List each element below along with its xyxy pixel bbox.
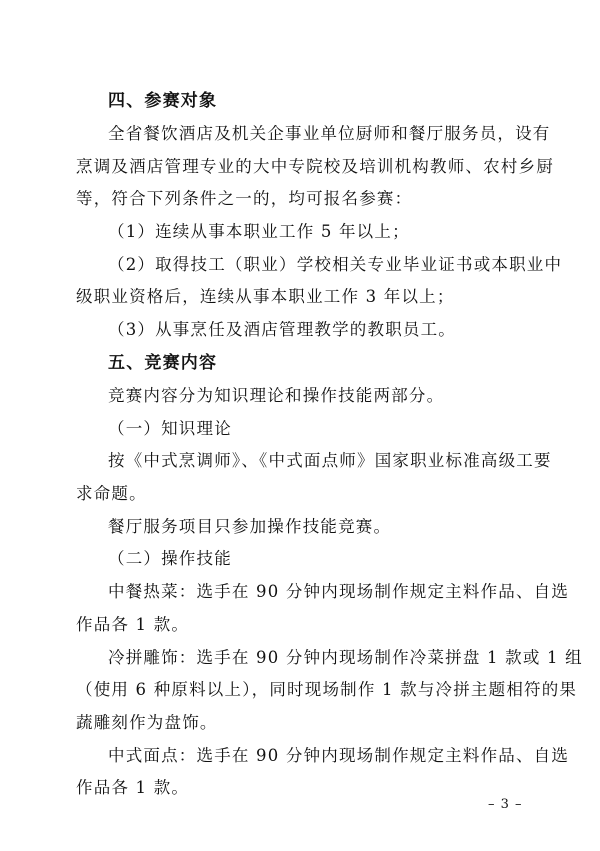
paragraph-line: 冷拼雕饰：选手在 90 分钟内现场制作冷菜拼盘 1 款或 1 组 (108, 648, 583, 667)
paragraph-line: 作品各 1 款。 (76, 778, 190, 797)
paragraph-line: 作品各 1 款。 (76, 615, 190, 634)
page-number: – 3 – (488, 797, 523, 812)
condition-item-2: （2）取得技工（职业）学校相关专业毕业证书或本职业中 (108, 255, 563, 274)
condition-item-1: （1）连续从事本职业工作 5 年以上； (108, 222, 410, 241)
paragraph-line: 餐厅服务项目只参加操作技能竞赛。 (108, 517, 392, 536)
paragraph-line: 全省餐饮酒店及机关企事业单位厨师和餐厅服务员，设有 (108, 124, 551, 143)
section-heading-content: 五、竞赛内容 (108, 353, 218, 373)
paragraph-line: 求命题。 (76, 484, 147, 503)
section-heading-participants: 四、参赛对象 (108, 91, 218, 111)
subsection-title-skills: （二）操作技能 (108, 549, 232, 568)
paragraph-line: 竞赛内容分为知识理论和操作技能两部分。 (108, 386, 445, 405)
paragraph-line: 按《中式烹调师》、《中式面点师》国家职业标准高级工要 (108, 451, 552, 470)
condition-item-3: （3）从事烹任及酒店管理教学的教职员工。 (108, 320, 456, 339)
condition-item-2-cont: 级职业资格后，连续从事本职业工作 3 年以上； (76, 287, 455, 306)
paragraph-line: 中式面点：选手在 90 分钟内现场制作规定主料作品、自选 (108, 746, 570, 765)
paragraph-line: 蔬雕刻作为盘饰。 (76, 713, 218, 732)
paragraph-line: 中餐热菜：选手在 90 分钟内现场制作规定主料作品、自选 (108, 582, 570, 601)
subsection-title-theory: （一）知识理论 (108, 419, 232, 438)
paragraph-line: 等，符合下列条件之一的，均可报名参赛： (76, 189, 413, 208)
paragraph-line: （使用 6 种原料以上），同时现场制作 1 款与冷拼主题相符的果 (76, 680, 578, 699)
paragraph-line: 烹调及酒店管理专业的大中专院校及培训机构教师、农村乡厨 (76, 157, 554, 176)
